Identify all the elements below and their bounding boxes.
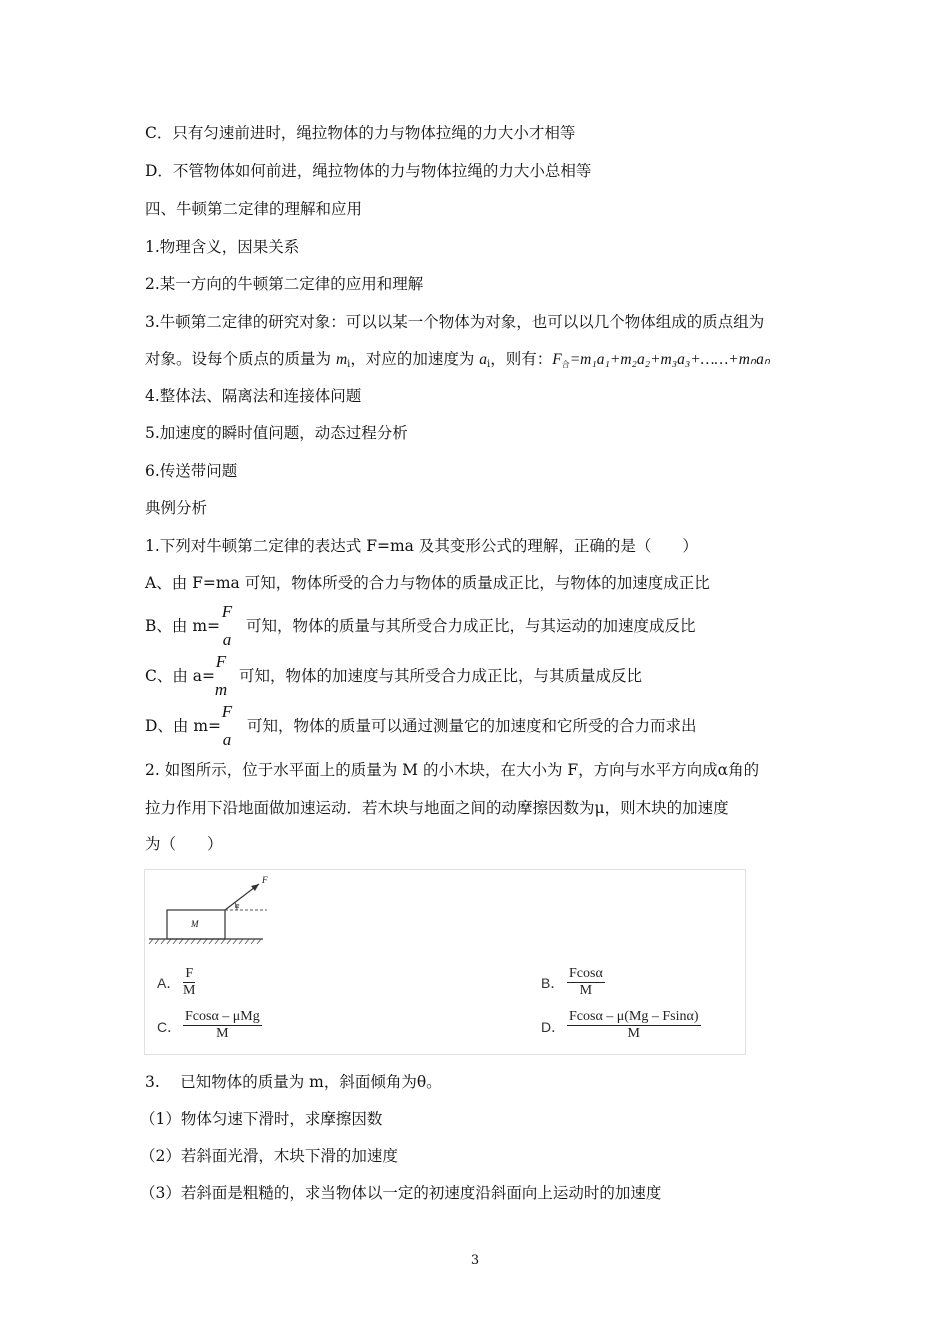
section-heading: 四、牛顿第二定律的理解和应用 [145,200,363,218]
subscript: i [487,359,491,370]
text-segment: ，对应的加速度为 [350,350,480,368]
accel-symbol: a [479,351,488,368]
fraction-numerator: F [215,652,227,671]
example-heading: 典例分析 [145,499,208,517]
answer-b-label: B． [541,975,565,991]
question-3: 3. 已知物体的质量为 m，斜面倾角为θ。 [145,1073,442,1091]
answer-a-fraction [183,966,195,999]
fraction-numerator: Fcosα – μMg [185,1009,260,1024]
fraction-denominator: a [222,630,232,649]
text-segment: 可知，物体的质量与其所受合力成正比，与其运动的加速度成反比 [246,617,696,635]
text-segment: D、由 m= [145,717,222,735]
answer-b-fraction [567,966,605,999]
question-2-line2: 拉力作用下沿地面做加速运动．若木块与地面之间的动摩擦因数为μ，则木块的加速度 [145,799,729,817]
mass-symbol: m [335,351,348,368]
answer-a-label: A． [157,975,181,991]
block-label: M [191,919,199,929]
point-1: 1.物理含义，因果关系 [145,238,300,256]
text-segment: 对象。设每个质点的质量为 [145,350,336,368]
point-3-line1: 3.牛顿第二定律的研究对象：可以以某一个物体为对象，也可以以几个物体组成的质点组为 [145,313,765,331]
point-4: 4.整体法、隔离法和连接体问题 [145,387,362,405]
answer-d-fraction [567,1009,701,1042]
option-c-text: C．只有匀速前进时，绳拉物体的力与物体拉绳的力大小才相等 [145,124,576,142]
subscript: i [347,359,351,370]
question-1-option-a: A、由 F=ma 可知，物体所受的合力与物体的质量成正比，与物体的加速度成正比 [145,574,710,592]
page-number: 3 [470,1253,480,1268]
option-d-text: D．不管物体如何前进，绳拉物体的力与物体拉绳的力大小总相等 [145,162,592,180]
fraction-denominator: M [627,1026,640,1041]
fraction-numerator: Fcosα [569,966,603,981]
answer-c-label: C． [157,1019,182,1035]
question-2-figure [144,869,746,1055]
force-label: F [262,875,268,885]
text-segment: 可知，物体的加速度与其所受合力成正比，与其质量成反比 [239,667,643,685]
question-3-part-2: （2）若斜面光滑，木块下滑的加速度 [140,1147,398,1165]
fraction-numerator: F [221,602,233,621]
point-5: 5.加速度的瞬时值问题，动态过程分析 [145,424,408,442]
subscript: 合 [561,360,570,369]
question-3-part-3: （3）若斜面是粗糙的，求当物体以一定的初速度沿斜面向上运动时的加速度 [140,1184,662,1202]
text-segment: B、由 m= [145,617,221,635]
question-3-part-1: （1）物体匀速下滑时，求摩擦因数 [140,1110,383,1128]
point-3-line2 [145,349,770,375]
answer-c-fraction [183,1009,262,1042]
answer-d-label: D． [541,1019,566,1035]
sum-equation: =m₁a₁+m₂a₂+m₃a₃+……+mₙaₙ [569,351,771,368]
angle-label: α [235,901,240,910]
fraction-numerator: F [183,966,195,983]
question-1: 1.下列对牛顿第二定律的表达式 F=ma 及其变形公式的理解，正确的是（ ） [145,537,698,555]
text-segment: ，则有： [490,350,553,368]
point-2: 2.某一方向的牛顿第二定律的应用和理解 [145,275,424,293]
fraction-numerator: F [221,702,233,721]
fraction-denominator: M [183,983,196,998]
question-2-line1: 2. 如图所示，位于水平面上的质量为 M 的小木块，在大小为 F，方向与水平方向成α角的 [145,761,760,779]
fraction-denominator: m [214,680,228,699]
fraction-numerator: Fcosα – μ(Mg – Fsinα) [569,1009,699,1024]
fraction-denominator: a [222,730,232,749]
force-symbol: F [552,351,562,368]
text-segment: 可知，物体的质量可以通过测量它的加速度和它所受的合力而求出 [247,717,697,735]
fraction-denominator: M [579,983,593,998]
fraction-denominator: M [216,1026,229,1041]
question-2-line3: 为（ ） [145,835,223,853]
point-6: 6.传送带问题 [145,462,238,480]
text-segment: C、由 a= [145,667,216,685]
